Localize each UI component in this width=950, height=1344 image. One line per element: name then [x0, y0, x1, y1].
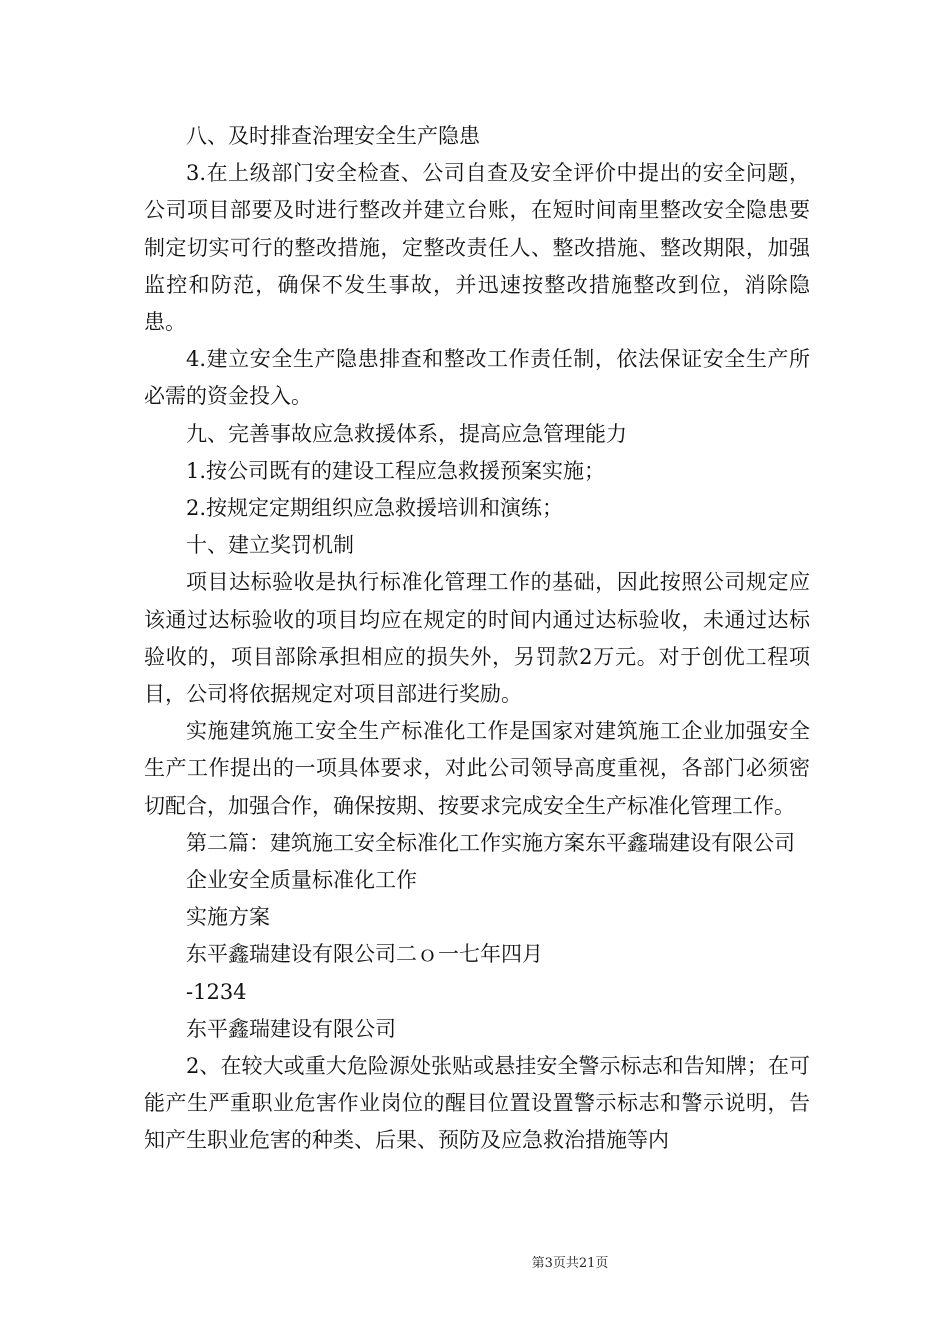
chapter-title-2: 第二篇：建筑施工安全标准化工作实施方案东平鑫瑞建设有限公司 — [186, 830, 795, 855]
paragraph-item-3: 3.在上级部门安全检查、公司自查及安全评价中提出的安全问题，公司项目部要及时进行整改并建立台账，在短时间南里整改安全隐患要制定切实可行的整改措施，定整改责任人、整改措施、整改期限，加强监控和防范，确保不发生事故，并迅速按整改措施整改到位，消除隐患。 — [144, 161, 810, 335]
document-body — [144, 118, 810, 1160]
section-heading-8: 八、及时排查治理安全生产隐患 — [186, 124, 480, 148]
company-name-line: 东平鑫瑞建设有限公司 — [186, 1016, 396, 1041]
subtitle-line-1: 企业安全质量标准化工作 — [186, 868, 417, 893]
paragraph-acceptance: 项目达标验收是执行标准化管理工作的基础，因此按照公司规定应该通过达标验收的项目均应在规定的时间内通过达标验收，未通过达标验收的，项目部除承担相应的损失外，另罚款2万元。对于创优工程项目，公司将依据规定对项目部进行奖励。 — [144, 570, 810, 707]
section-heading-9: 九、完善事故应急救援体系，提高应急管理能力 — [186, 421, 627, 446]
paragraph-conclusion: 实施建筑施工安全生产标准化工作是国家对建筑施工企业加强安全生产工作提出的一项具体要求，对此公司领导高度重视，各部门必须密切配合，加强合作，确保按期、按要求完成安全生产标准化管理工作。 — [144, 719, 810, 818]
list-item-1: 1.按公司既有的建设工程应急救援预案实施； — [186, 458, 606, 483]
section-heading-10: 十、建立奖罚机制 — [186, 533, 354, 558]
subtitle-line-2: 实施方案 — [186, 905, 270, 930]
page-footer — [0, 1252, 950, 1271]
list-item-2: 2.按规定定期组织应急救援培训和演练； — [186, 496, 564, 521]
company-date-line: 东平鑫瑞建设有限公司二ｏ一七年四月 — [186, 942, 543, 967]
number-line: -1234 — [186, 979, 247, 1004]
paragraph-warning-signs: 2、在较大或重大危险源处张贴或悬挂安全警示标志和告知牌；在可能产生严重职业危害作业岗位的醒目位置设置警示标志和警示说明，告知产生职业危害的种类、后果、预防及应急救治措施等内 — [144, 1054, 810, 1153]
paragraph-item-4: 4.建立安全生产隐患排查和整改工作责任制，依法保证安全生产所必需的资金投入。 — [144, 347, 810, 409]
page-number: 第3页共21页 — [531, 1256, 609, 1271]
